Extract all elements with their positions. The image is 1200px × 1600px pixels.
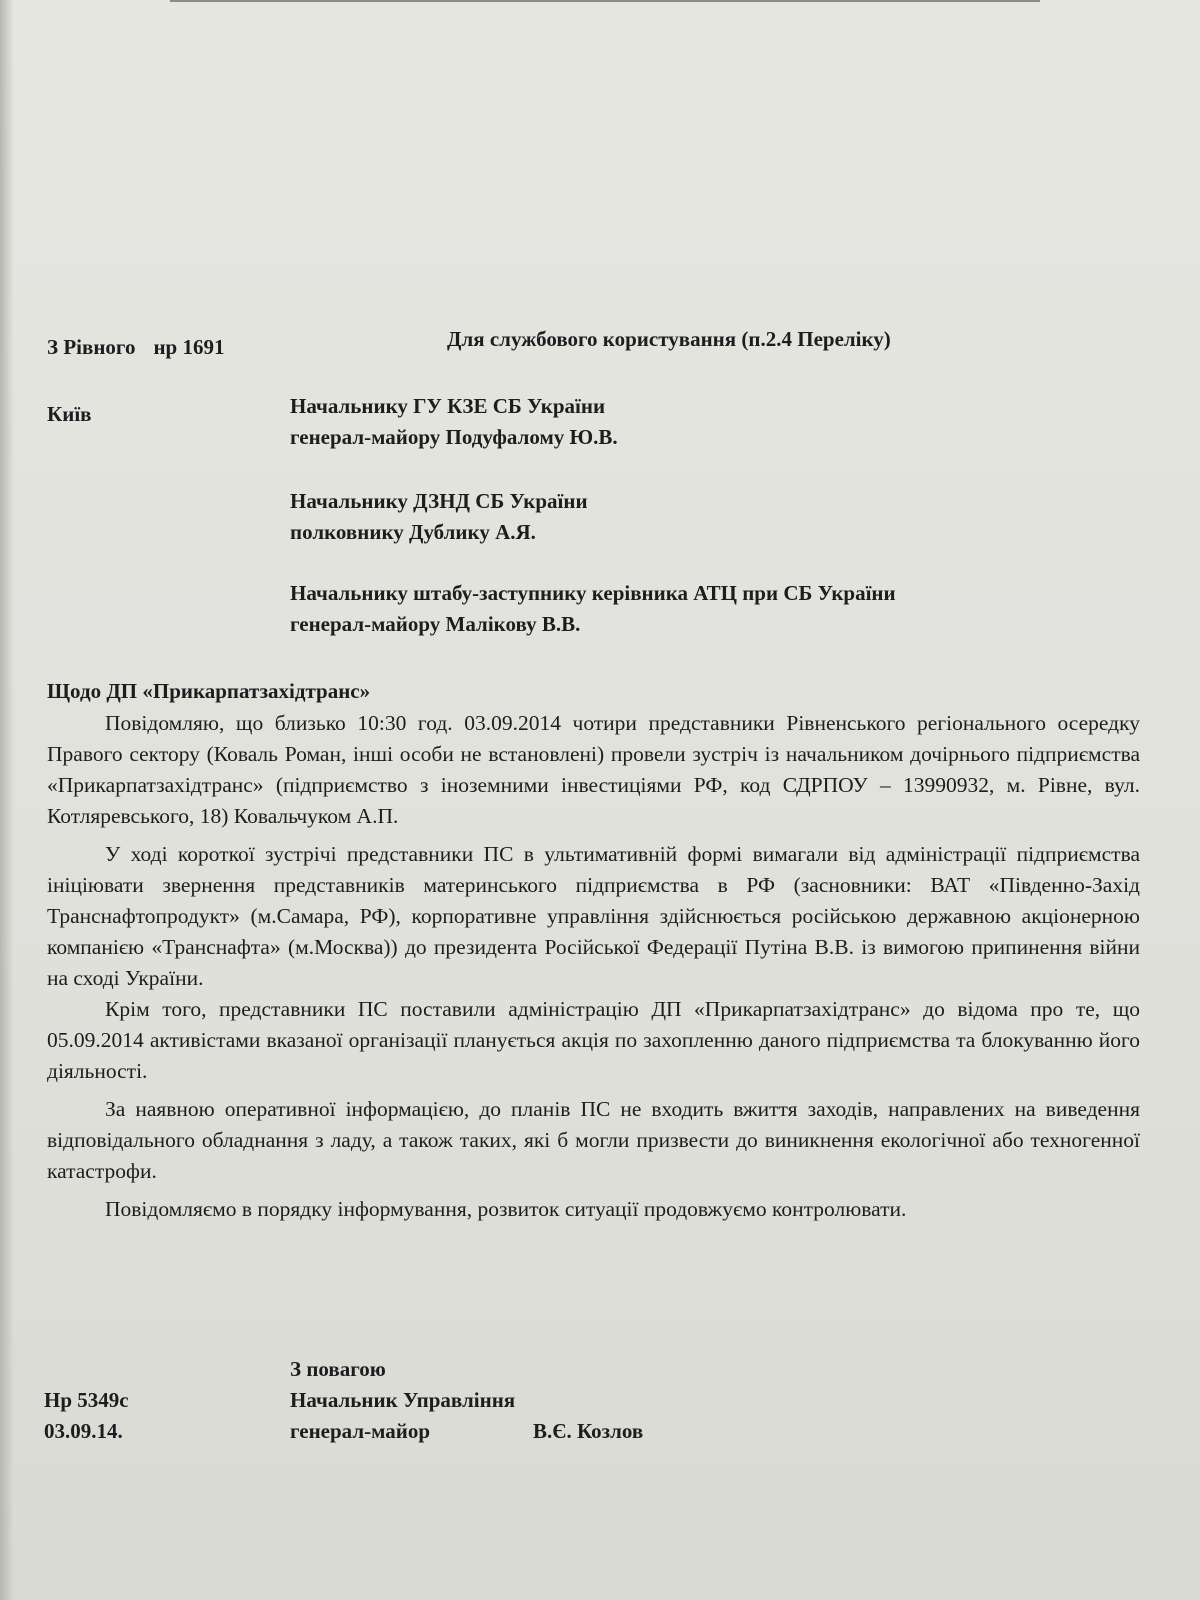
addressee-3-position: Начальнику штабу-заступнику керівника АТЦ при СБ України bbox=[290, 581, 896, 605]
addressee-1 bbox=[290, 391, 618, 453]
signature-closing: З повагою bbox=[290, 1357, 386, 1381]
registration-date: 03.09.14. bbox=[44, 1419, 123, 1443]
body-paragraph: Повідомляємо в порядку інформування, розвиток ситуації продовжуємо контролювати. bbox=[105, 1197, 907, 1221]
signature-name: В.Є. Козлов bbox=[533, 1419, 644, 1443]
signature-rank: генерал-майор bbox=[290, 1419, 431, 1443]
classification-mark: Для службового користування (п.2.4 Переліку) bbox=[447, 327, 891, 351]
letter-body bbox=[47, 708, 1140, 1225]
origin-number: нр 1691 bbox=[153, 335, 225, 359]
body-paragraph: За наявною оперативної інформацією, до планів ПС не входить вжиття заходів, направлених на виведення відповідального обладнання з ладу, а також таких, які б могли призвести до виникнення екологічної або техногенної катастрофи. bbox=[47, 1097, 1140, 1183]
body-paragraph: У ході короткої зустрічі представники ПС в ультимативній формі вимагали від адміністрації підприємства ініціювати звернення представників материнського підприємства в РФ (засновники: ВАТ «Південно-Захід Транснафтопродукт» (м.Самара, РФ), корпоративне управління здійснюється російською державною акціонерною компанією «Транснафта» (м.Москва)) до президента Російської Федерації Путіна В.В. із вимогою припинення війни на сході України. bbox=[47, 842, 1140, 990]
registration-number: Нр 5349с bbox=[44, 1388, 129, 1412]
addressee-2 bbox=[290, 486, 588, 548]
origin-line bbox=[47, 335, 224, 360]
subject-line: Щодо ДП «Прикарпатзахідтранс» bbox=[47, 679, 371, 703]
addressee-1-name: генерал-майору Подуфалому Ю.В. bbox=[290, 425, 618, 449]
addressee-2-name: полковнику Дублику А.Я. bbox=[290, 520, 536, 544]
body-paragraph: Повідомляю, що близько 10:30 год. 03.09.2014 чотири представники Рівненського регіонального осередку Правого сектору (Коваль Роман, інші особи не встановлені) провели зустріч із начальником дочірнього підприємства «Прикарпатзахідтранс» (підприємство з іноземними інвестиціями РФ, код СДРПОУ – 13990932, м. Рівне, вул. Котляревського, 18) Ковальчуком А.П. bbox=[47, 711, 1140, 828]
top-edge-line bbox=[170, 0, 1040, 2]
page-left-shadow bbox=[0, 0, 14, 1600]
addressee-3-name: генерал-майору Малікову В.В. bbox=[290, 612, 581, 636]
origin-city: З Рівного bbox=[47, 335, 136, 359]
signature-position: Начальник Управління bbox=[290, 1388, 516, 1412]
destination-city: Київ bbox=[47, 402, 92, 426]
body-paragraph: Крім того, представники ПС поставили адміністрацію ДП «Прикарпатзахідтранс» до відома про те, що 05.09.2014 активістами вказаної організації планується акція по захопленню даного підприємства та блокуванню його діяльності. bbox=[47, 997, 1140, 1083]
addressee-3 bbox=[290, 578, 896, 640]
addressee-1-position: Начальнику ГУ КЗЕ СБ України bbox=[290, 394, 606, 418]
addressee-2-position: Начальнику ДЗНД СБ України bbox=[290, 489, 588, 513]
